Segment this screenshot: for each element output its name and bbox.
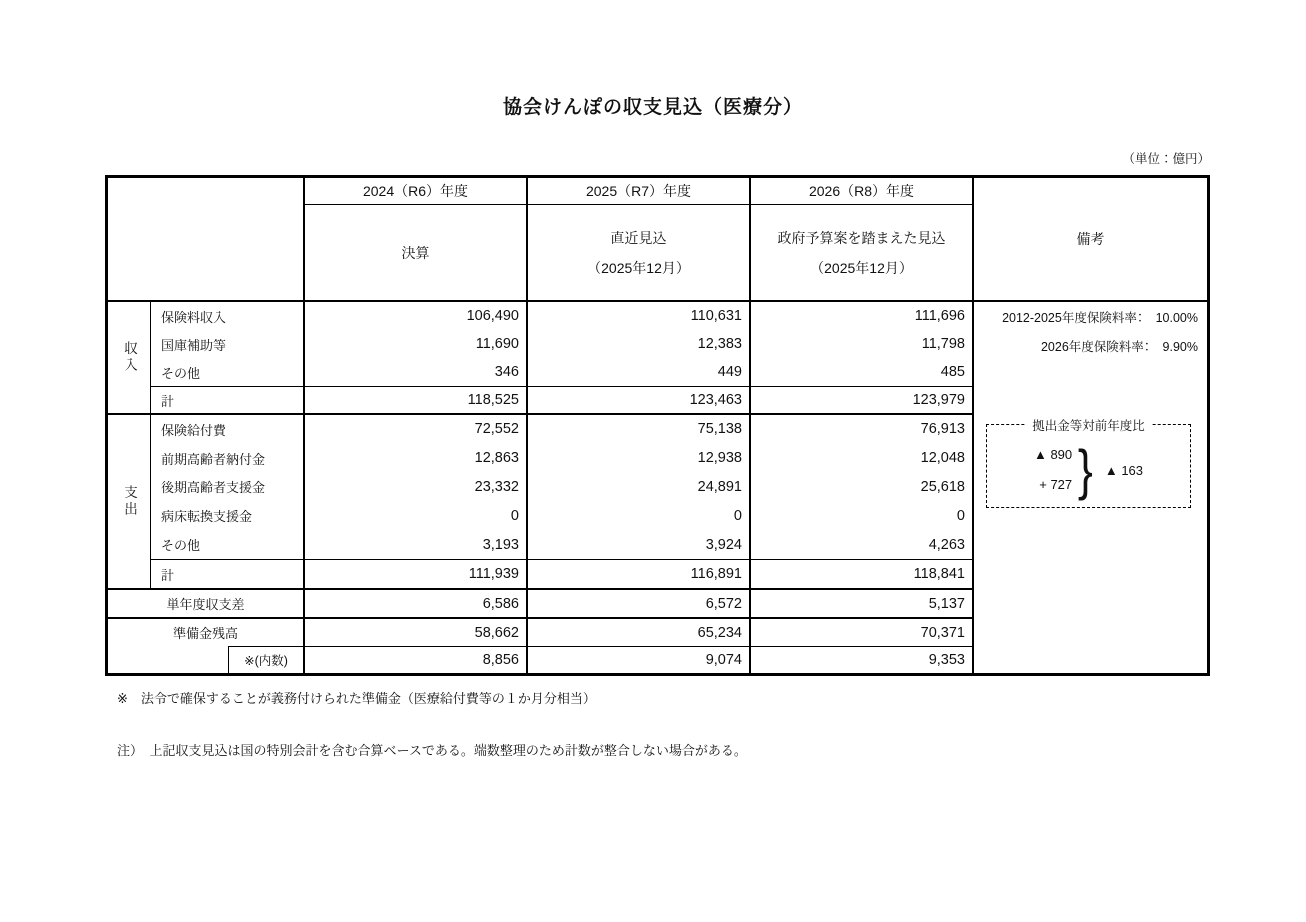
income-values-2026 bbox=[751, 300, 974, 386]
subheader-line: （2025年12月） bbox=[587, 259, 690, 276]
value-cell: 12,048 bbox=[920, 450, 965, 467]
value-cell: 24,891 bbox=[697, 478, 742, 495]
reserve-label-block bbox=[108, 617, 305, 673]
section-label-income: 収入 bbox=[108, 300, 151, 413]
remark-rate-2012-2025: 2012-2025年度保険料率： 10.00% bbox=[1002, 311, 1198, 325]
value-cell: 3,924 bbox=[705, 536, 742, 553]
expense-total-2025: 116,891 bbox=[528, 559, 751, 588]
contribution-delta-1: ▲ 890 bbox=[1033, 447, 1073, 462]
income-total-2024: 118,525 bbox=[305, 386, 528, 413]
value-cell: 0 bbox=[956, 507, 965, 524]
col-header-year-2025: 2025（R7）年度 bbox=[528, 178, 751, 204]
uchisu-2024: 8,856 bbox=[305, 646, 528, 673]
remark-rate-2026: 2026年度保険料率： 9.90% bbox=[1040, 340, 1198, 354]
row-label: 保険給付費 bbox=[161, 422, 227, 438]
balance-2026: 5,137 bbox=[751, 588, 974, 617]
income-row-labels bbox=[151, 300, 305, 386]
contribution-delta-total: ▲ 163 bbox=[1104, 462, 1144, 478]
uchisu-row-label: ※(内数) bbox=[228, 646, 303, 673]
page-title: 協会けんぽの収支見込（医療分） bbox=[502, 97, 803, 118]
expense-total-2024: 111,939 bbox=[305, 559, 528, 588]
contribution-delta-2: + 727 bbox=[1039, 477, 1073, 492]
contribution-box-title: 拠出金等対前年度比 bbox=[1025, 416, 1152, 434]
subheader-line: 政府予算案を踏まえた見込 bbox=[777, 229, 946, 246]
reserve-2026: 70,371 bbox=[751, 617, 974, 646]
row-label: 保険料収入 bbox=[161, 309, 227, 325]
value-cell: 0 bbox=[733, 507, 742, 524]
brace-glyph: } bbox=[1078, 438, 1093, 501]
value-cell: 485 bbox=[940, 364, 965, 380]
subheader-line: 決算 bbox=[401, 244, 430, 261]
subheader-line: 直近見込 bbox=[610, 229, 667, 246]
value-cell: 12,383 bbox=[697, 336, 742, 352]
value-cell: 449 bbox=[717, 364, 742, 380]
col-subheader-2024 bbox=[305, 204, 528, 300]
expense-row-labels bbox=[151, 413, 305, 559]
value-cell: 72,552 bbox=[474, 421, 519, 438]
value-cell: 12,863 bbox=[474, 450, 519, 467]
col-subheader-2026 bbox=[751, 204, 974, 300]
footnote-reserve: ※ 法令で確保することが義務付けられた準備金（医療給付費等の１か月分相当） bbox=[117, 691, 596, 706]
expense-total-label: 計 bbox=[151, 559, 305, 588]
value-cell: 111,696 bbox=[914, 308, 965, 324]
expense-values-2024 bbox=[305, 413, 528, 559]
col-header-remarks: 備考 bbox=[1076, 231, 1105, 247]
value-cell: 0 bbox=[510, 507, 519, 524]
forecast-table bbox=[105, 175, 1210, 676]
value-cell: 12,938 bbox=[697, 450, 742, 467]
subheader-line: （2025年12月） bbox=[810, 259, 913, 276]
value-cell: 3,193 bbox=[482, 536, 519, 553]
value-cell: 106,490 bbox=[466, 308, 519, 324]
col-subheader-2025 bbox=[528, 204, 751, 300]
expense-total-2026: 118,841 bbox=[751, 559, 974, 588]
row-label: 国庫補助等 bbox=[161, 337, 227, 353]
value-cell: 11,690 bbox=[475, 336, 519, 352]
contribution-delta-values bbox=[1034, 440, 1072, 500]
uchisu-2026: 9,353 bbox=[751, 646, 974, 673]
header-corner-cell bbox=[108, 178, 305, 300]
col-header-year-2024: 2024（R6）年度 bbox=[305, 178, 528, 204]
contribution-comparison-box bbox=[986, 419, 1191, 508]
balance-row-label: 単年度収支差 bbox=[108, 588, 305, 617]
value-cell: 346 bbox=[494, 364, 519, 380]
uchisu-2025: 9,074 bbox=[528, 646, 751, 673]
row-label: その他 bbox=[161, 538, 201, 554]
balance-2025: 6,572 bbox=[528, 588, 751, 617]
value-cell: 25,618 bbox=[920, 478, 965, 495]
income-total-2025: 123,463 bbox=[528, 386, 751, 413]
unit-label: （単位：億円） bbox=[1122, 152, 1210, 166]
col-header-year-2026: 2026（R8）年度 bbox=[751, 178, 974, 204]
value-cell: 11,798 bbox=[921, 336, 965, 352]
expense-values-2025 bbox=[528, 413, 751, 559]
value-cell: 4,263 bbox=[928, 536, 965, 553]
row-label: 病床転換支援金 bbox=[161, 509, 253, 525]
reserve-2025: 65,234 bbox=[528, 617, 751, 646]
income-values-2025 bbox=[528, 300, 751, 386]
income-values-2024 bbox=[305, 300, 528, 386]
section-label-expense: 支出 bbox=[108, 413, 151, 588]
reserve-row-label: 準備金残高 bbox=[172, 626, 238, 641]
value-cell: 23,332 bbox=[474, 478, 519, 495]
reserve-2024: 58,662 bbox=[305, 617, 528, 646]
row-label: 後期高齢者支援金 bbox=[161, 480, 266, 496]
income-total-label: 計 bbox=[151, 386, 305, 413]
value-cell: 75,138 bbox=[697, 421, 742, 438]
row-label: その他 bbox=[161, 365, 201, 381]
income-total-2026: 123,979 bbox=[751, 386, 974, 413]
footnote-general: 注） 上記収支見込は国の特別会計を含む合算ベースである。端数整理のため計数が整合しない場合がある。 bbox=[117, 743, 747, 758]
balance-2024: 6,586 bbox=[305, 588, 528, 617]
expense-values-2026 bbox=[751, 413, 974, 559]
remarks-column bbox=[974, 300, 1207, 673]
row-label: 前期高齢者納付金 bbox=[161, 451, 266, 467]
value-cell: 110,631 bbox=[690, 308, 742, 324]
value-cell: 76,913 bbox=[920, 421, 965, 438]
